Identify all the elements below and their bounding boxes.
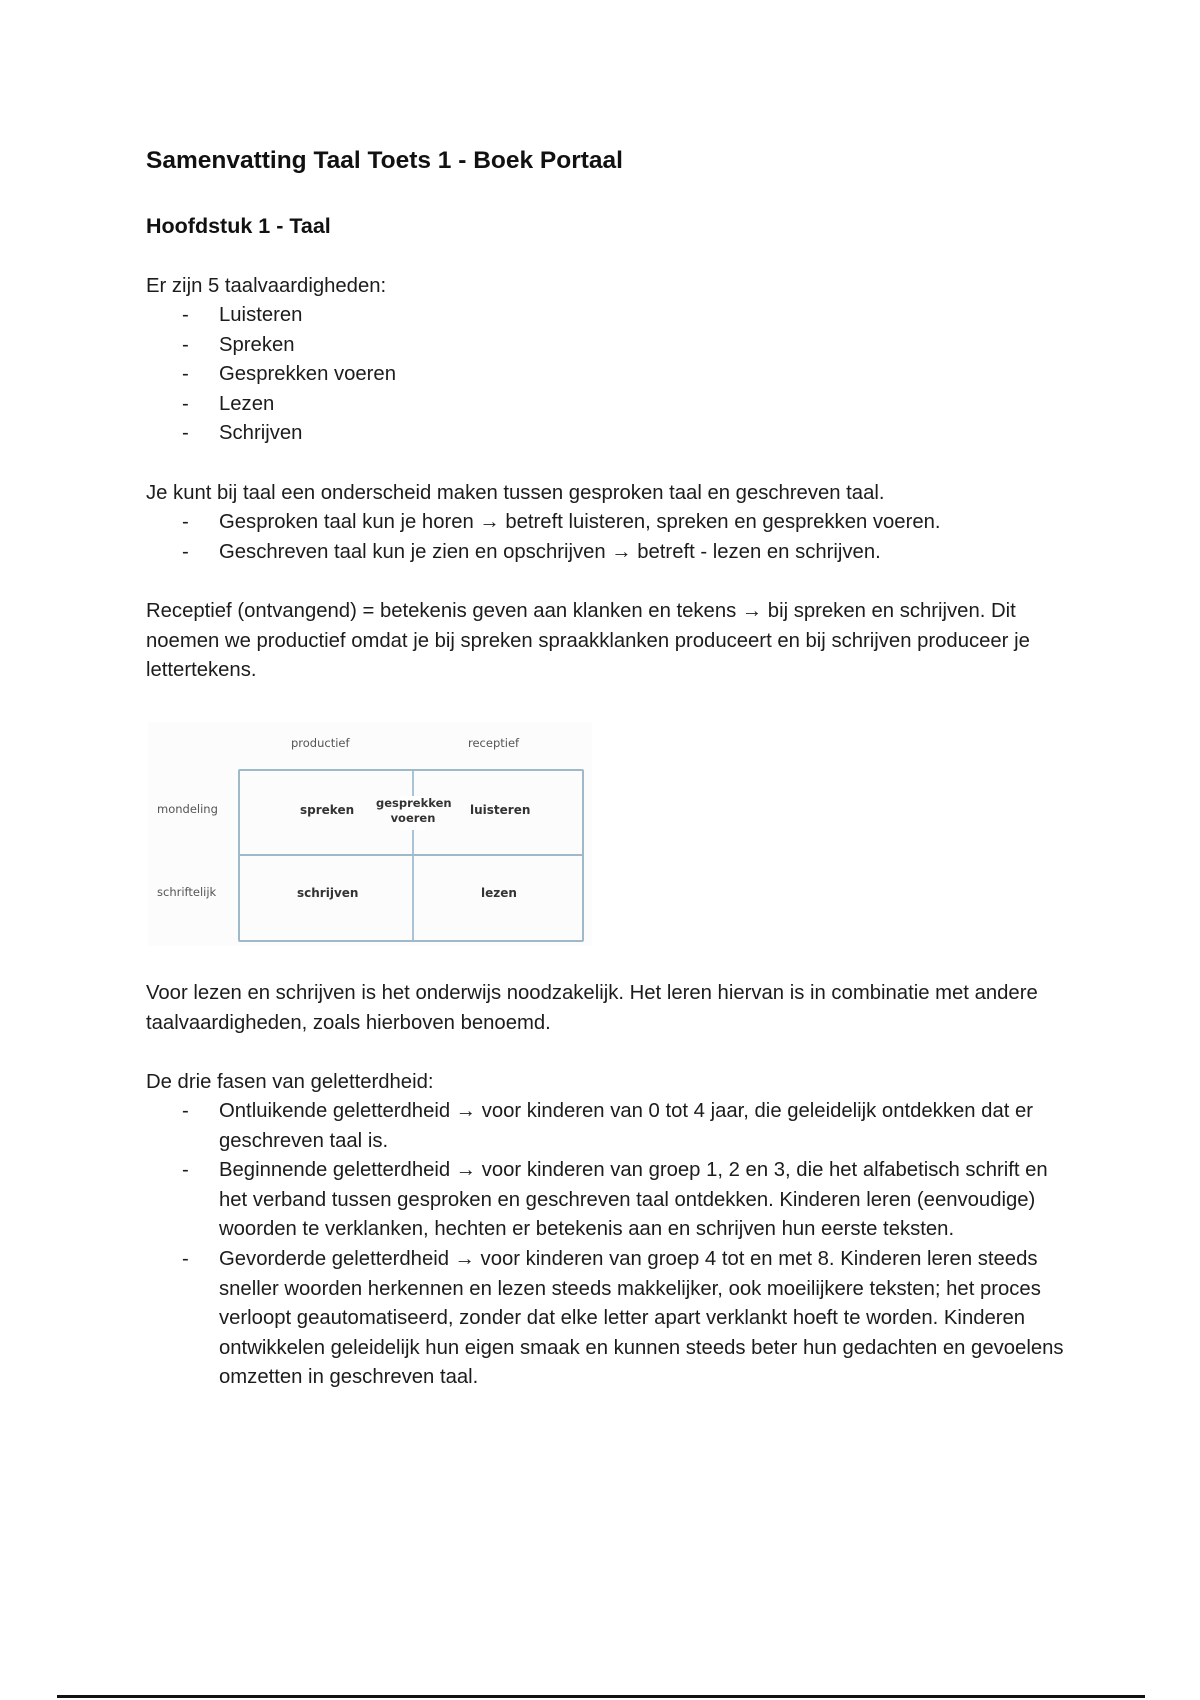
bullet-dash: - xyxy=(182,1159,189,1182)
bullet-dash: - xyxy=(182,422,189,445)
spoken-written-list xyxy=(146,508,1076,567)
column-header-productief: productief xyxy=(291,736,350,750)
bullet-dash: - xyxy=(182,304,189,326)
receptief-paragraph: Receptief (ontvangend) = betekenis geven aan klanken en tekens → bij spreken en schrijven. Dit noemen we productief omdat je bij spreken spraakklanken produceert en bij schrijven produceer je lettertekens. xyxy=(146,600,1030,682)
list-item xyxy=(146,390,1076,420)
skills-intro: Er zijn 5 taalvaardigheden: xyxy=(146,275,387,297)
list-item xyxy=(146,301,1076,331)
column-header-receptief: receptief xyxy=(468,736,520,750)
cell-spreken: spreken xyxy=(300,803,355,817)
cell-gesprekken-voeren xyxy=(376,796,450,826)
fase-ontluikend: Ontluikende geletterdheid → voor kinderen van 0 tot 4 jaar, die geleidelijk ontdekken dat er geschreven taal is. xyxy=(219,1100,1034,1152)
list-item xyxy=(146,331,1076,361)
fasen-intro: De drie fasen van geletterdheid: xyxy=(146,1071,434,1093)
skill-lezen: Lezen xyxy=(219,392,275,415)
bullet-dash: - xyxy=(182,540,189,563)
bullet-dash: - xyxy=(182,511,189,533)
fasen-list xyxy=(146,1097,1081,1393)
skills-list xyxy=(146,301,1076,449)
list-item xyxy=(146,1245,1081,1393)
bullet-dash: - xyxy=(182,392,189,415)
bullet-dash: - xyxy=(182,333,189,356)
list-item xyxy=(146,538,1076,568)
document-title: Samenvatting Taal Toets 1 - Boek Portaal xyxy=(146,147,623,174)
cell-gesprekken-line1: gesprekken xyxy=(376,796,452,810)
list-item xyxy=(146,1097,1081,1156)
list-item xyxy=(146,508,1076,538)
cell-lezen: lezen xyxy=(481,886,517,900)
list-item xyxy=(146,360,1076,390)
page-bottom-rule xyxy=(57,1695,1145,1698)
bullet-dash: - xyxy=(182,1247,189,1270)
grid-horizontal-divider xyxy=(240,854,582,856)
spoken-written-intro: Je kunt bij taal een onderscheid maken tussen gesproken taal en geschreven taal. xyxy=(146,482,885,504)
row-header-schriftelijk: schriftelijk xyxy=(157,885,217,899)
cell-luisteren: luisteren xyxy=(470,803,531,817)
spoken-language-item: Gesproken taal kun je horen → betreft luisteren, spreken en gesprekken voeren. xyxy=(219,511,941,533)
onderwijs-paragraph: Voor lezen en schrijven is het onderwijs noodzakelijk. Het leren hiervan is in combinatie met andere taalvaardigheden, zoals hierboven benoemd. xyxy=(146,982,1038,1034)
list-item xyxy=(146,1156,1081,1245)
skill-schrijven: Schrijven xyxy=(219,422,303,445)
bullet-dash: - xyxy=(182,363,189,386)
fase-beginnend: Beginnende geletterdheid → voor kinderen van groep 1, 2 en 3, die het alfabetisch schrift en het verband tussen gesproken en geschreven taal ontdekken. Kinderen leren (eenvoudige) woorden te verklanken, hechten er betekenis aan en schrijven hun eerste teksten. xyxy=(219,1159,1048,1241)
skills-grid xyxy=(238,769,584,942)
written-language-item: Geschreven taal kun je zien en opschrijven → betreft - lezen en schrijven. xyxy=(219,540,881,563)
chapter-heading: Hoofdstuk 1 - Taal xyxy=(146,214,331,238)
list-item xyxy=(146,419,1076,449)
cell-gesprekken-line2: voeren xyxy=(390,811,436,825)
fase-gevorderd: Gevorderde geletterdheid → voor kinderen van groep 4 tot en met 8. Kinderen leren steeds sneller woorden herkennen en lezen steeds makkelijker, ook moeilijkere teksten; het proces verloopt geautomatiseerd, zonder dat elke letter apart verklankt hoeft te worden. Kinderen ontwikkelen geleidelijk hun eigen smaak en kunnen steeds beter hun gedachten en gevoelens omzetten in geschreven taal. xyxy=(219,1247,1064,1389)
row-header-mondeling: mondeling xyxy=(157,802,218,816)
skill-gesprekken-voeren: Gesprekken voeren xyxy=(219,363,396,386)
cell-schrijven: schrijven xyxy=(297,886,359,900)
language-skills-diagram xyxy=(148,722,592,946)
bullet-dash: - xyxy=(182,1100,189,1122)
skill-luisteren: Luisteren xyxy=(219,304,303,326)
skill-spreken: Spreken xyxy=(219,333,295,356)
